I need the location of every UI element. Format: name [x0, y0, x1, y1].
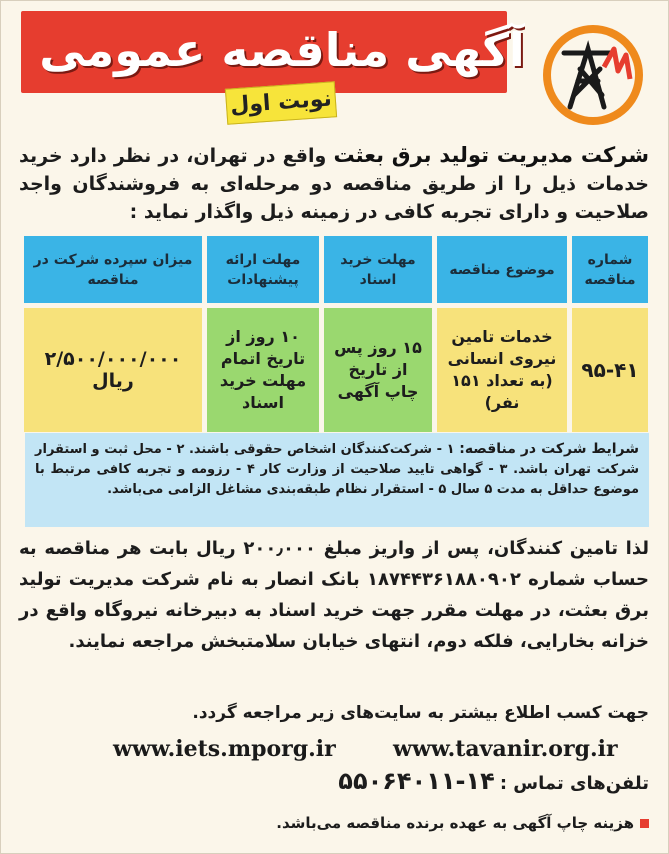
purchase-deadline-cell: ۱۵ روز پس از تاریخ چاپ آگهی	[324, 308, 432, 432]
deposit-amount-cell: ۲/۵۰۰/۰۰۰/۰۰۰ ریال	[24, 308, 202, 432]
square-bullet-icon	[640, 819, 649, 828]
conditions-text: ۱ - شرکت‌کنندگان اشخاص حقوقی باشند. ۲ - محل ثبت و استقرار شرکت تهران باشد. ۳ - گواهی تایید صلاحیت از وزارت کار ۴ - رزومه و تجربه کافی مرتبط با موضوع حداقل به مدت ۵ سال ۵ - استقرار نظام طبقه‌بندی مشاغل الزامی می‌باشد.	[35, 442, 639, 497]
table-header-cell: موضوع مناقصه	[437, 236, 567, 303]
conditions-title: شرایط شرکت در مناقصه:	[459, 441, 639, 457]
power-tower-logo-icon	[538, 19, 648, 131]
info-line: جهت کسب اطلاع بیشتر به سایت‌های زیر مراجعه گردد.	[192, 703, 649, 723]
header-banner	[21, 11, 525, 93]
table-header-cell: مهلت ارائه پیشنهادات	[207, 236, 319, 303]
website-link-iets[interactable]: www.iets.mporg.ir	[113, 736, 336, 762]
round-tag: نوبت اول	[225, 81, 337, 125]
payment-paragraph: لذا تامین کنندگان، پس از واریز مبلغ ۲۰۰٫۰۰۰ ریال بابت هر مناقصه به حساب شماره ۱۸۷۴۴۳۶۱۸۸۰۹۰۲ بانک انصار به نام شرکت مدیریت تولید برق بعثت، در مهلت مقرر جهت خرید اسناد به دبیرخانه نیروگاه واقع در خزانه بخارایی، فلکه دوم، انتهای خیابان سلامتبخش مراجعه نمایند.	[19, 538, 650, 652]
table-header-cell: مهلت خرید اسناد	[324, 236, 432, 303]
table-header-cell: شماره مناقصه	[572, 236, 648, 303]
ad-title: آگهی مناقصه عمومی	[39, 23, 525, 77]
cost-note: هزینه چاپ آگهی به عهده برنده مناقصه می‌باشد.	[276, 814, 634, 832]
intro-text: واقع در تهران، در نظر دارد خرید خدمات ذیل را از طریق مناقصه دو مرحله‌ای به فروشندگان واجد صلاحیت و دارای تجربه کافی در زمینه ذیل واگذار نماید :	[19, 145, 649, 223]
contact-phone: ۱۴-۵۵۰۶۴۰۱۱	[338, 767, 495, 795]
tender-table	[19, 231, 653, 437]
submission-deadline-cell: ۱۰ روز از تاریخ اتمام مهلت خرید اسناد	[207, 308, 319, 432]
table-header-cell: میزان سپرده شرکت در مناقصه	[24, 236, 202, 303]
conditions-box	[25, 433, 649, 527]
contact-row	[19, 767, 649, 797]
cost-note-row	[19, 813, 649, 837]
intro-paragraph	[19, 141, 649, 226]
company-name: شرکت مدیریت تولید برق بعثت	[333, 143, 649, 167]
table-header-row	[24, 236, 648, 303]
tender-number-cell: ۹۵-۴۱	[572, 308, 648, 432]
table-row	[24, 308, 648, 432]
website-link-tavanir[interactable]: www.tavanir.org.ir	[393, 736, 618, 762]
contact-label: تلفن‌های تماس :	[499, 773, 649, 794]
tender-subject-cell: خدمات تامین نیروی انسانی (به تعداد ۱۵۱ نفر)	[437, 308, 567, 432]
